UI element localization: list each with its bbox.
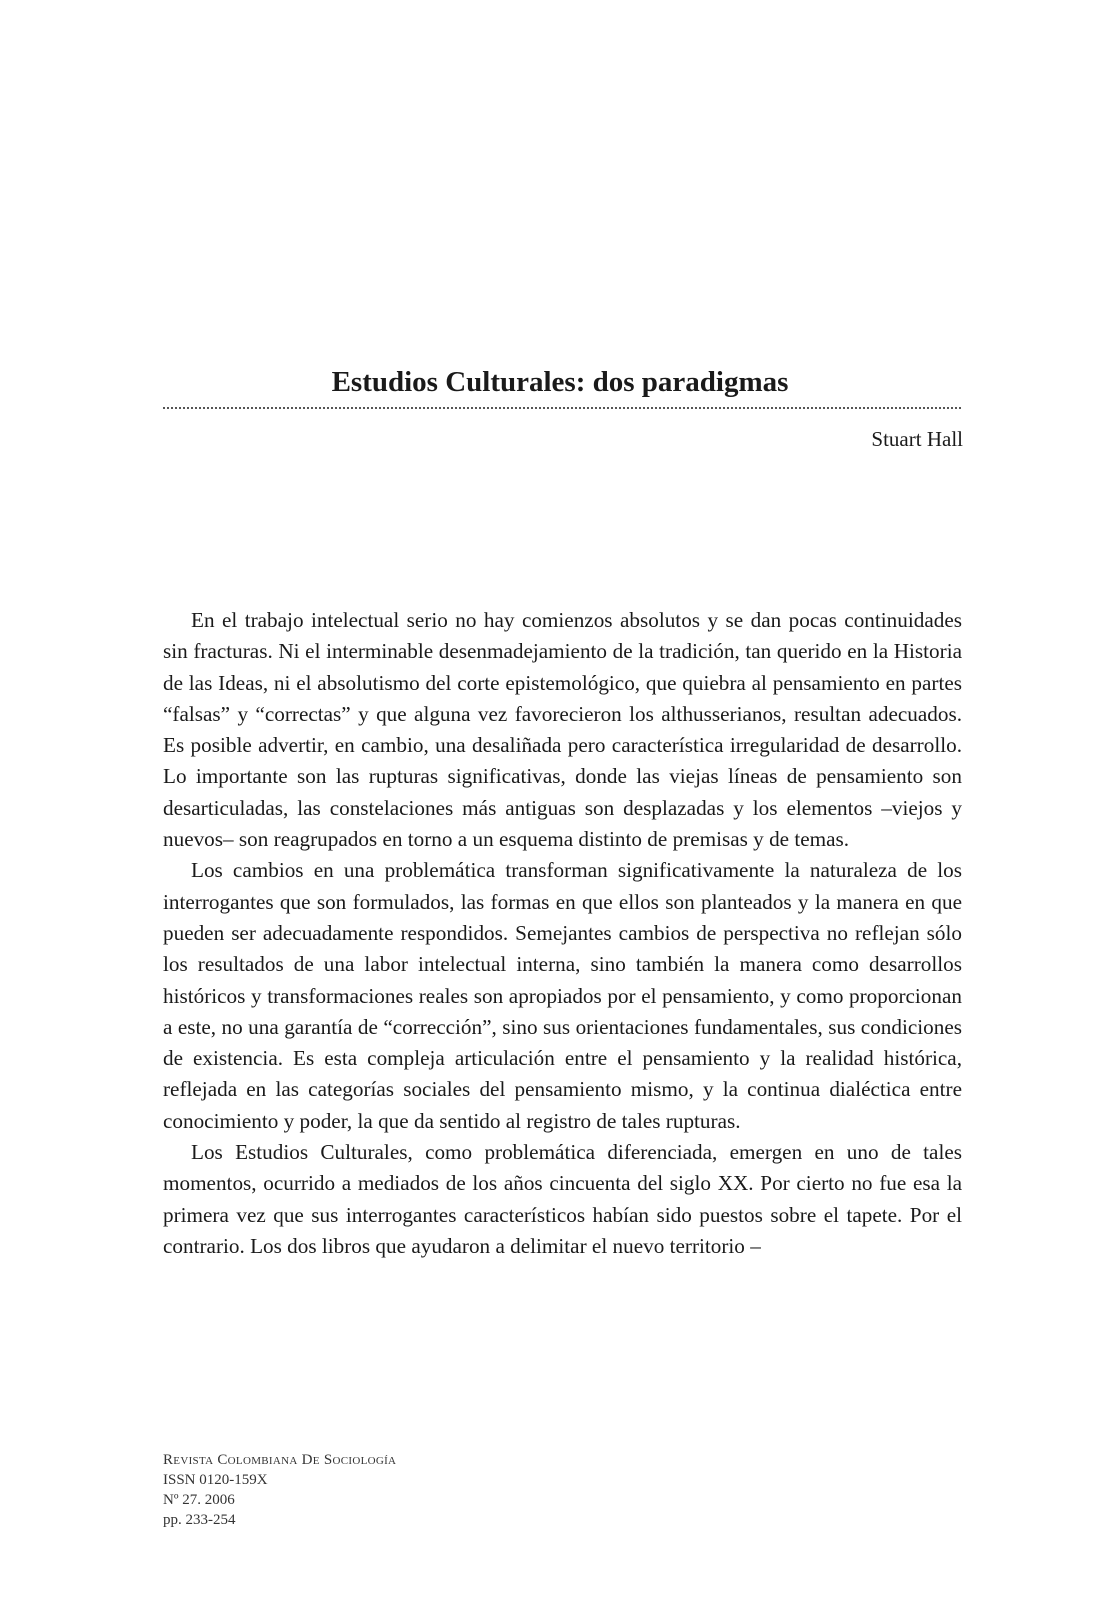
journal-pages: pp. 233-254 <box>163 1512 236 1528</box>
body-paragraph-1: En el trabajo intelectual serio no hay comienzos absolutos y se dan pocas continuidades sin fracturas. Ni el interminable desenmadejamiento de la tradición, tan querido en la Historia de las Ideas, ni el absolutismo del corte epistemológico, que quiebra al pensamiento en partes “falsas” y “correctas” y que alguna vez favorecieron los althusserianos, resultan adecuados. Es posible advertir, en cambio, una desaliñada pero característica irregularidad de desarrollo. Lo importante son las rupturas significativas, donde las viejas líneas de pensamiento son desarticuladas, las constelaciones más antiguas son desplazadas y los elementos –viejos y nuevos– son reagrupados en torno a un esquema distinto de premisas y de temas. <box>163 608 962 852</box>
article-body <box>163 605 962 1262</box>
body-paragraph-2: Los cambios en una problemática transforman significativamente la naturaleza de los interrogantes que son formulados, las formas en que ellos son planteados y la manera en que pueden ser adecuadamente respondidos. Semejantes cambios de perspectiva no reflejan sólo los resultados de una labor intelectual interna, sino también la manera como desarrollos históricos y transformaciones reales son apropiados por el pensamiento, y como proporcionan a este, no una garantía de “corrección”, sino sus orientaciones fundamentales, sus condiciones de existencia. Es esta compleja articulación entre el pensamiento y la realidad histórica, reflejada en las categorías sociales del pensamiento mismo, y la continua dialéctica entre conocimiento y poder, la que da sentido al registro de tales rupturas. <box>163 858 962 1133</box>
journal-issn: ISSN 0120-159X <box>163 1472 268 1488</box>
journal-footer <box>163 1450 396 1530</box>
dotted-divider <box>163 407 961 409</box>
article-author: Stuart Hall <box>871 427 963 451</box>
article-title: Estudios Culturales: dos paradigmas <box>331 366 789 398</box>
body-paragraph-3: Los Estudios Culturales, como problemática diferenciada, emergen en uno de tales momentos, ocurrido a mediados de los años cincuenta del siglo XX. Por cierto no fue esa la primera vez que sus interrogantes característicos habían sido puestos sobre el tapete. Por el contrario. Los dos libros que ayudaron a delimitar el nuevo territorio – <box>163 1140 962 1258</box>
journal-name: Revista Colombiana De Sociología <box>163 1452 397 1468</box>
journal-issue: Nº 27. 2006 <box>163 1492 235 1508</box>
